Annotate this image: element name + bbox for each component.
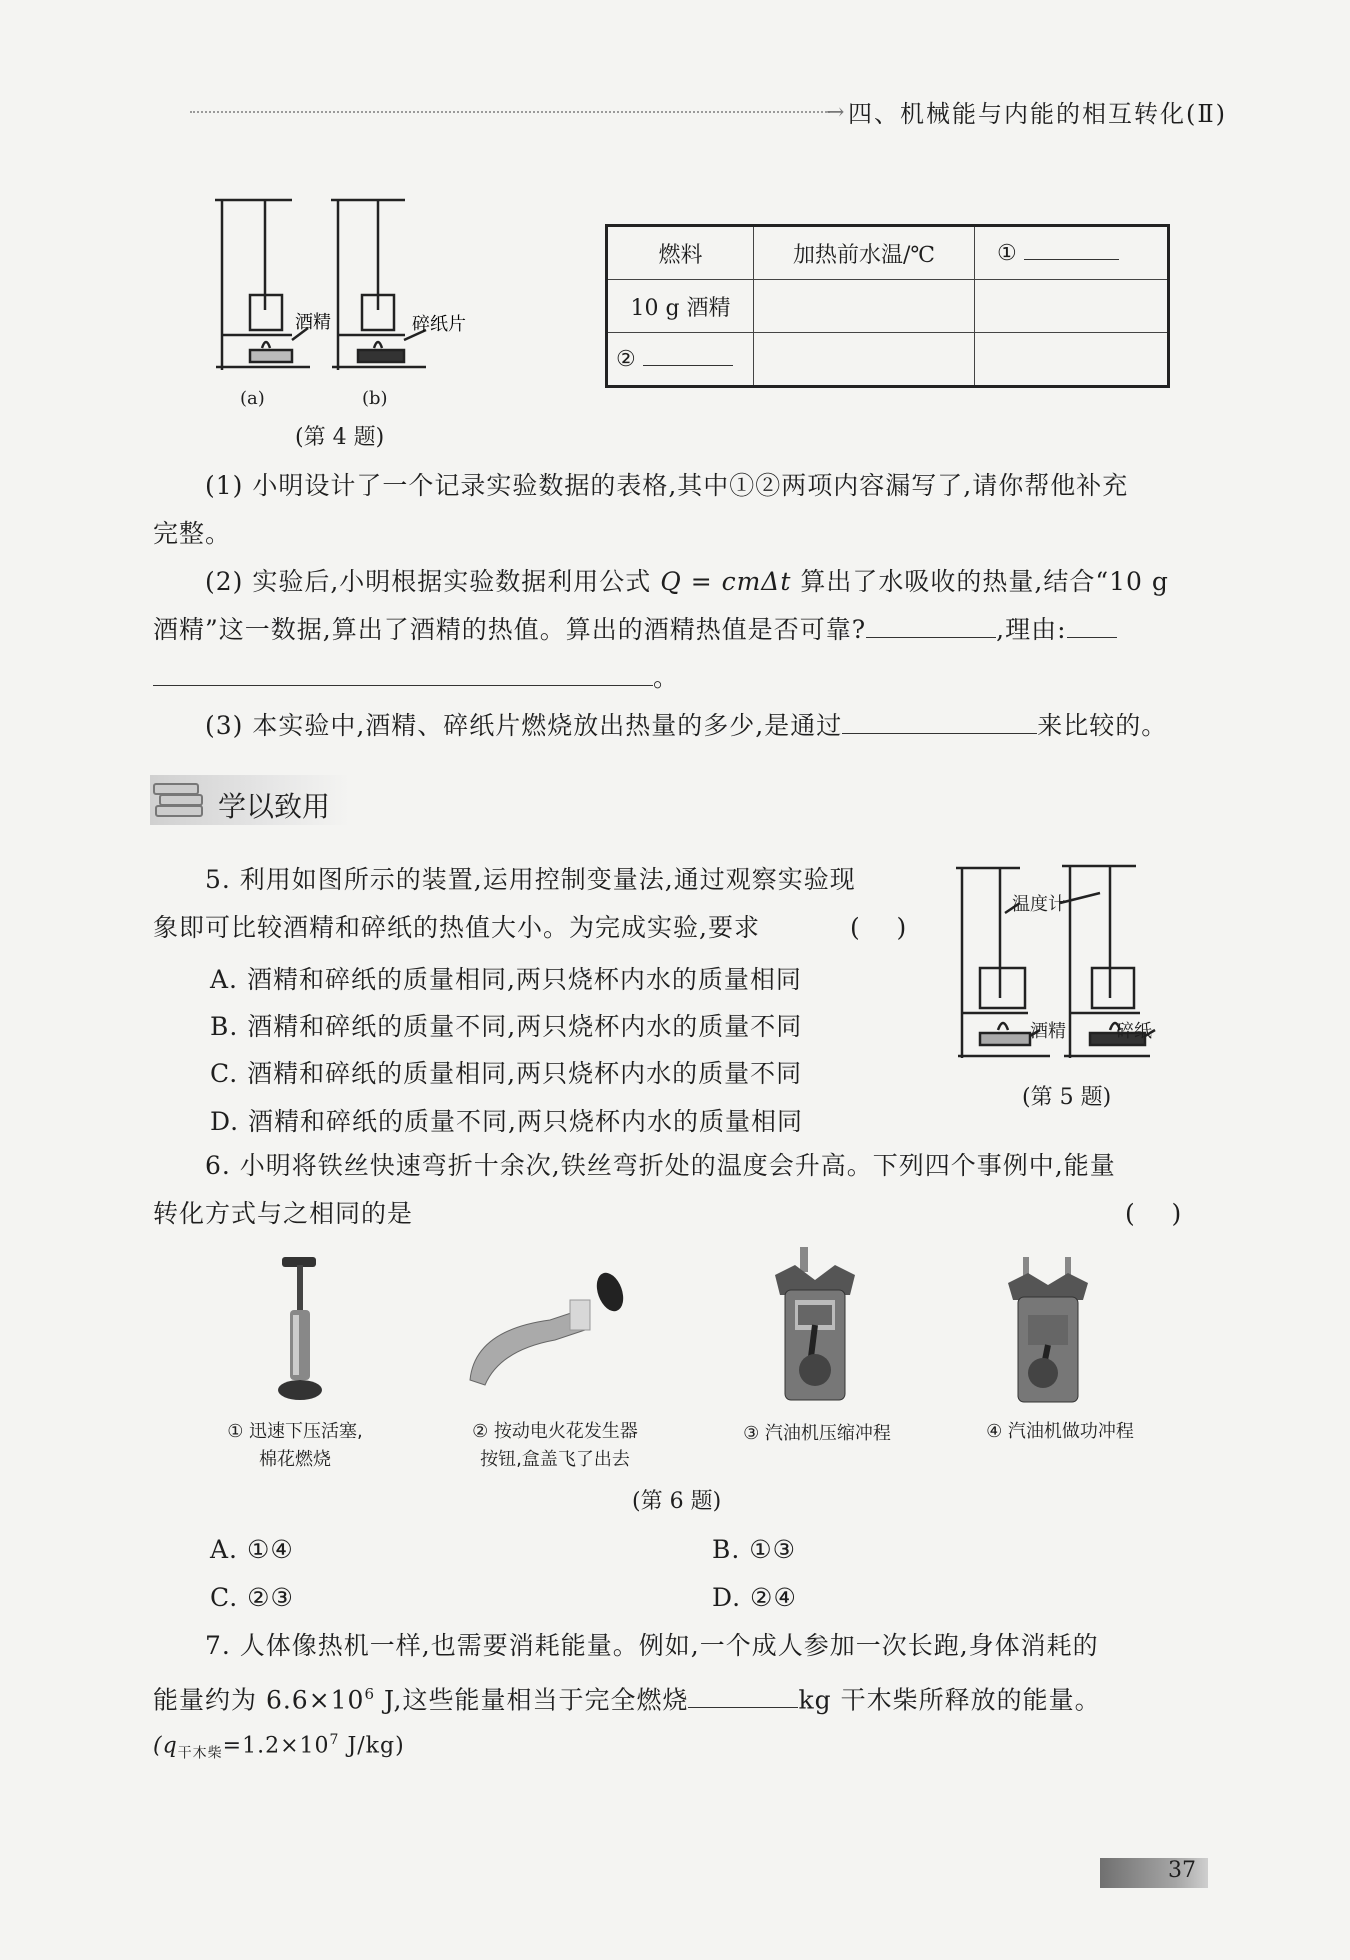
figure-5-caption: (第 5 题) [1022,1085,1112,1110]
q7-line3 [153,1716,405,1778]
q4-part3-text-b: 来比较的。 [1037,711,1168,740]
page-number: 37 [1168,1858,1196,1883]
q7-q-subscript: 干木柴 [177,1745,223,1762]
table-cell [975,333,1169,387]
air-pump-image [270,1255,330,1405]
q6-image-3-caption-line1: ③ 汽油机压缩冲程 [743,1423,891,1444]
figure-4-label-b: (b) [362,388,388,409]
q4-part1-line1: (1) 小明设计了一个记录实验数据的表格,其中①②两项内容漏写了,请你帮他补充 [205,471,1129,500]
q6-option-d: D. ②④ [712,1583,797,1612]
table-cell [754,280,975,333]
table-cell: 10 g 酒精 [607,280,754,333]
q4-part2-end: 。 [653,663,680,692]
table-row [607,280,1169,333]
compression-stroke-image [770,1245,860,1405]
table-header-blank-1 [975,226,1169,280]
q7-energy-exponent: 6 [364,1685,376,1703]
q4-part2-text-b: 算出了水吸收的热量,结合“10 g [800,567,1169,596]
table-cell [975,280,1169,333]
circle-1-label: ① [997,240,1017,266]
fig5-paper-label: 碎纸 [1116,1021,1152,1042]
q5-line2: 象即可比较酒精和碎纸的热值大小。为完成实验,要求 [153,913,760,942]
answer-blank-reason-2 [153,685,653,686]
table-row [607,226,1169,280]
answer-blank-reliable [866,637,996,638]
blank-2 [643,365,733,366]
q5-option-a: A. 酒精和碎纸的质量相同,两只烧杯内水的质量相同 [210,965,802,994]
power-stroke-image [1003,1255,1093,1405]
fig5-thermometer-label: 温度计 [1012,894,1066,915]
q6-image-4-caption [975,1418,1145,1446]
table-header-fuel: 燃料 [607,226,754,280]
q4-part2-line3 [153,654,679,702]
fuel-b-label: 碎纸片 [412,314,466,335]
q6-option-b: B. ①③ [712,1535,797,1564]
q6-image-1-caption-line2: 棉花燃烧 [259,1449,331,1470]
q4-part2-text-c: 酒精”这一数据,算出了酒精的热值。算出的酒精热值是否可靠? [153,615,867,644]
q7-q-open: (q [153,1733,178,1759]
q7-line1: 7. 人体像热机一样,也需要消耗能量。例如,一个成人参加一次长跑,身体消耗的 [205,1631,1099,1660]
table-header-initial-temp: 加热前水温/℃ [754,226,975,280]
q7-energy-unit: J,这些能量相当于完全燃烧 [375,1685,689,1715]
q5-option-c: C. 酒精和碎纸的质量相同,两只烧杯内水的质量不同 [210,1059,803,1088]
fuel-a-label: 酒精 [295,312,331,333]
fig5-alcohol-label: 酒精 [1030,1021,1066,1042]
figure-4-apparatus [200,190,490,370]
q5-option-b: B. 酒精和碎纸的质量不同,两只烧杯内水的质量不同 [210,1012,803,1041]
circle-2-label: ② [616,346,636,372]
q6-answer-paren: ( ) [1125,1199,1183,1228]
experiment-data-table [605,224,1170,388]
q5-line1: 5. 利用如图所示的装置,运用控制变量法,通过观察实验现 [205,865,856,894]
spark-generator-image [460,1270,630,1390]
section-title: 学以致用 [218,790,331,823]
q4-part2-line2 [153,606,1117,654]
q6-line1: 6. 小明将铁丝快速弯折十余次,铁丝弯折处的温度会升高。下列四个事例中,能量 [205,1151,1116,1180]
table-row [607,333,1169,387]
q7-q-exponent: 7 [329,1732,340,1748]
q4-part2-text-a: (2) 实验后,小明根据实验数据利用公式 [205,567,652,596]
q4-part2-line1 [205,558,1169,606]
q6-image-2-caption-line2: 按钮,盒盖飞了出去 [480,1449,630,1470]
q4-part1-line2: 完整。 [153,519,232,548]
q6-image-2-caption-line1: ② 按动电火花发生器 [472,1421,638,1442]
q6-image-2-caption [455,1418,655,1474]
q6-image-3-caption [732,1420,902,1448]
q6-line2: 转化方式与之相同的是 [153,1199,414,1228]
q5-answer-paren: ( ) [850,913,908,942]
q4-part3-text-a: (3) 本实验中,酒精、碎纸片燃烧放出热量的多少,是通过 [205,711,843,740]
answer-blank-mass [688,1707,798,1708]
figure-4-label-a: (a) [240,388,265,409]
q7-q-unit: J/kg) [339,1733,405,1759]
q6-option-a: A. ①④ [210,1535,294,1564]
answer-blank-reason-1 [1067,637,1117,638]
figure-6-caption: (第 6 题) [632,1489,722,1514]
q6-image-1-caption [210,1418,380,1474]
heat-formula: Q = cmΔt [660,567,792,596]
blank-1 [1024,259,1119,260]
q7-energy-text: 能量约为 6.6×10 [153,1685,365,1715]
books-icon [152,778,210,822]
q6-option-c: C. ②③ [210,1583,294,1612]
table-cell [754,333,975,387]
q4-part2-text-d: ,理由: [996,615,1067,644]
q6-image-4-caption-line1: ④ 汽油机做功冲程 [986,1421,1134,1442]
q4-part3 [205,702,1167,750]
answer-blank-compare [842,733,1037,734]
q7-q-value: =1.2×10 [222,1733,330,1759]
q5-option-d: D. 酒精和碎纸的质量不同,两只烧杯内水的质量相同 [210,1107,803,1136]
header-rule [190,111,830,113]
q6-image-1-caption-line1: ① 迅速下压活塞, [227,1421,363,1442]
q7-line2-end: kg 干木柴所释放的能量。 [798,1685,1101,1715]
chapter-title: 四、机械能与内能的相互转化(Ⅱ) [848,100,1228,128]
table-cell-blank-2 [607,333,754,387]
figure-4-caption: (第 4 题) [295,425,385,450]
header-arrow-icon: → [826,100,845,125]
